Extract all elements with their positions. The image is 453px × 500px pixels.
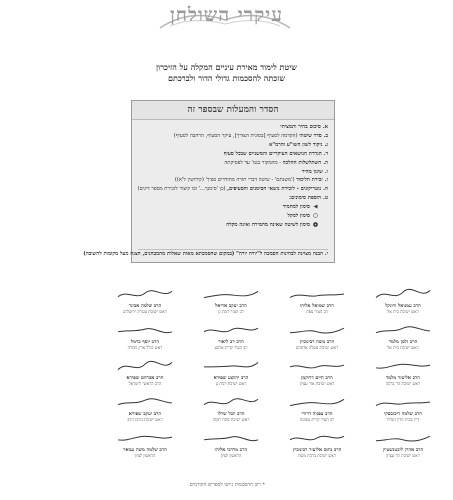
subtitle-line-2: שזכתה להסכמות גדולי הדור ולברכתם	[167, 73, 286, 83]
signature-block	[363, 357, 443, 386]
signature-block	[363, 321, 443, 350]
signer-name: הרב חיים דרוקמן	[301, 375, 333, 381]
signer-name: הרב צפניה דרורי	[301, 411, 333, 417]
signer-role: הראשון לציון	[220, 453, 242, 458]
signer-role: דיין בבית הדין הגדול	[386, 417, 420, 422]
handwritten-signature	[368, 429, 438, 447]
signer-role: ראש ישיבת בית אל	[387, 309, 419, 314]
marker-item: סימון לשיטה שאינה מחמירה ואינה מקלה	[138, 221, 328, 230]
book-logo: עיקרי השולחן	[169, 4, 284, 26]
signer-name: הרב אליעזר מלמד	[386, 375, 420, 381]
signature-block	[105, 285, 185, 314]
signer-name: הרב יהושע שפירא	[213, 375, 249, 381]
signature-block	[277, 321, 357, 350]
footnote: * רוב ההסכמות ניתנו לספרים הקודמים.	[188, 482, 265, 488]
marker-item: סימון למחמיר	[138, 203, 328, 212]
handwritten-signature	[282, 357, 352, 375]
signer-name: הרב עמנואל ורונקל	[385, 303, 421, 309]
signer-role: ראש ישיבת מרכז הרב	[127, 417, 163, 422]
signer-role: ראש כולל ארץ חמדה	[127, 345, 163, 350]
signer-role: רב העיר רמת גן	[218, 309, 244, 314]
handwritten-signature	[196, 357, 266, 375]
signer-role: רב העיר צפת	[306, 309, 328, 314]
list-item: ט.הוספת סימונים:	[289, 195, 328, 202]
list-item: ח.נוטריקונים - לזכירת נושאי הסימנים והסעיפים, (כן 'סימנך...' ובו קיצור לזכירת מספר דינים)	[137, 186, 328, 193]
list-item: ג.ניקוד לשון השו"ע והרמ"א	[269, 141, 328, 148]
signer-role: רב העיר קרית שמונה	[299, 417, 335, 422]
handwritten-signature	[110, 429, 180, 447]
signer-role: ראש ישיבת בית אל	[387, 345, 419, 350]
signer-name: הרב מרדכי אליהו	[214, 447, 248, 453]
contents-title: הסדר והמעלות שבספר זה	[132, 101, 334, 120]
contents-box	[83, 100, 335, 263]
signer-role: הראשון לציון	[134, 453, 156, 458]
signature-block	[191, 429, 271, 458]
strict-marker-icon	[313, 204, 318, 209]
signer-name: הרב יעקב אריאל	[215, 303, 247, 309]
handwritten-signature	[368, 321, 438, 339]
handwritten-signature	[196, 321, 266, 339]
signature-block	[191, 321, 271, 350]
marker-item: סימון למקל	[138, 212, 328, 221]
signer-role: רב העיר קרית ארבע	[214, 345, 248, 350]
signer-role: ראש ישיבת רמת גן	[215, 381, 247, 386]
handwritten-signature	[110, 393, 180, 411]
signature-block	[105, 357, 185, 386]
signature-block	[191, 393, 271, 422]
list-item: ו.שינון מהיר	[301, 168, 328, 175]
signer-name: הרב זלמן מלמד	[388, 339, 418, 345]
signer-role: הרב הראשי לישראל	[128, 381, 162, 386]
signer-name: הרב דב ליאור	[218, 339, 244, 345]
signature-block	[277, 285, 357, 314]
signer-name: הרב יובל שרלו	[217, 411, 245, 417]
signer-name: הרב שלמה אבינר	[128, 303, 162, 309]
signer-role: ראש ישיבת מעלה אדומים	[295, 345, 339, 350]
signature-block	[105, 429, 185, 458]
signature-block	[191, 285, 271, 314]
handwritten-signature	[282, 393, 352, 411]
signature-block	[277, 429, 357, 458]
handwritten-signature	[282, 285, 352, 303]
signature-block	[363, 285, 443, 314]
signer-name: הרב אהרן ליכטנשטיין	[382, 447, 424, 453]
list-item: ד.הגדרת הנושאים העיקריים והמשניים שבכל סעיף	[223, 150, 328, 157]
signature-block	[191, 357, 271, 386]
signer-name: הרב נחום אליעזר רבינוביץ	[292, 447, 342, 453]
handwritten-signature	[368, 357, 438, 375]
signature-block	[105, 321, 185, 350]
handwritten-signature	[282, 429, 352, 447]
signer-name: הרב שלמה משה עמאר	[123, 447, 167, 453]
signer-role: ראש ישיבת פתח תקוה	[212, 417, 250, 422]
signer-role: ראש ישיבת אור עציון	[299, 381, 335, 386]
list-item: ב.סדר שיטתי (הקדמה לסעיף [בסוגית הצורך], עיקר הסעיף, הרחבה לסעיף)	[173, 132, 328, 139]
signature-block	[277, 357, 357, 386]
list-item: ז.זכירת הלימוד ('משנתם' - שיטה דברי תורה מחודדים בפיך' (קידושין ל'א))	[174, 177, 328, 184]
contents-note: י. הבנה מצוינת לבחינות הסמכה ל"יורה יורה" (במקום שהסמכתא מאות שאלות מהמבחנים, הצגה מעל מקומות להשובה)	[83, 251, 328, 257]
list-item: א.סיכום בהיר ותמציתי	[280, 124, 328, 130]
handwritten-signature	[368, 393, 438, 411]
handwritten-signature	[282, 321, 352, 339]
list-item: ה.השתלשלות ההלכה - מהמקור בגמ' עד לפסיקתה	[224, 159, 328, 166]
handwritten-signature	[196, 393, 266, 411]
signer-name: הרב שלמה דיכובסקי	[383, 411, 422, 417]
lenient-marker-icon	[313, 213, 318, 218]
signer-role: ראש ישיבת עטרת ירושלים	[123, 309, 167, 314]
subtitle-line-1: שיטת לימוד מאירת עיניים המקלה על הזיכרון	[156, 62, 297, 72]
signature-block	[277, 393, 357, 422]
contents-list	[138, 123, 328, 230]
handwritten-signature	[110, 285, 180, 303]
signer-role: ראש ישיבת הר עציון	[386, 453, 420, 458]
signature-block	[363, 429, 443, 458]
handwritten-signature	[368, 285, 438, 303]
handwritten-signature	[110, 321, 180, 339]
handwritten-signature	[196, 285, 266, 303]
signer-name: הרב משה רבינוביץ	[299, 339, 335, 345]
neutral-marker-icon	[313, 222, 318, 227]
signer-name: הרב יוסף כרמל	[130, 339, 160, 345]
signer-name: הרב אברהם שפירא	[126, 375, 164, 381]
approbation-signatures	[93, 285, 443, 465]
signature-block	[363, 393, 443, 422]
signer-role: ראש ישיבת ברכת משה	[298, 453, 336, 458]
handwritten-signature	[110, 357, 180, 375]
signer-role: ראש ישיבת הר ברכה	[385, 381, 421, 386]
signature-block	[105, 393, 185, 422]
handwritten-signature	[196, 429, 266, 447]
signer-name: הרב שמואל אליהו	[299, 303, 335, 309]
signer-name: הרב יעקב שפירא	[128, 411, 162, 417]
